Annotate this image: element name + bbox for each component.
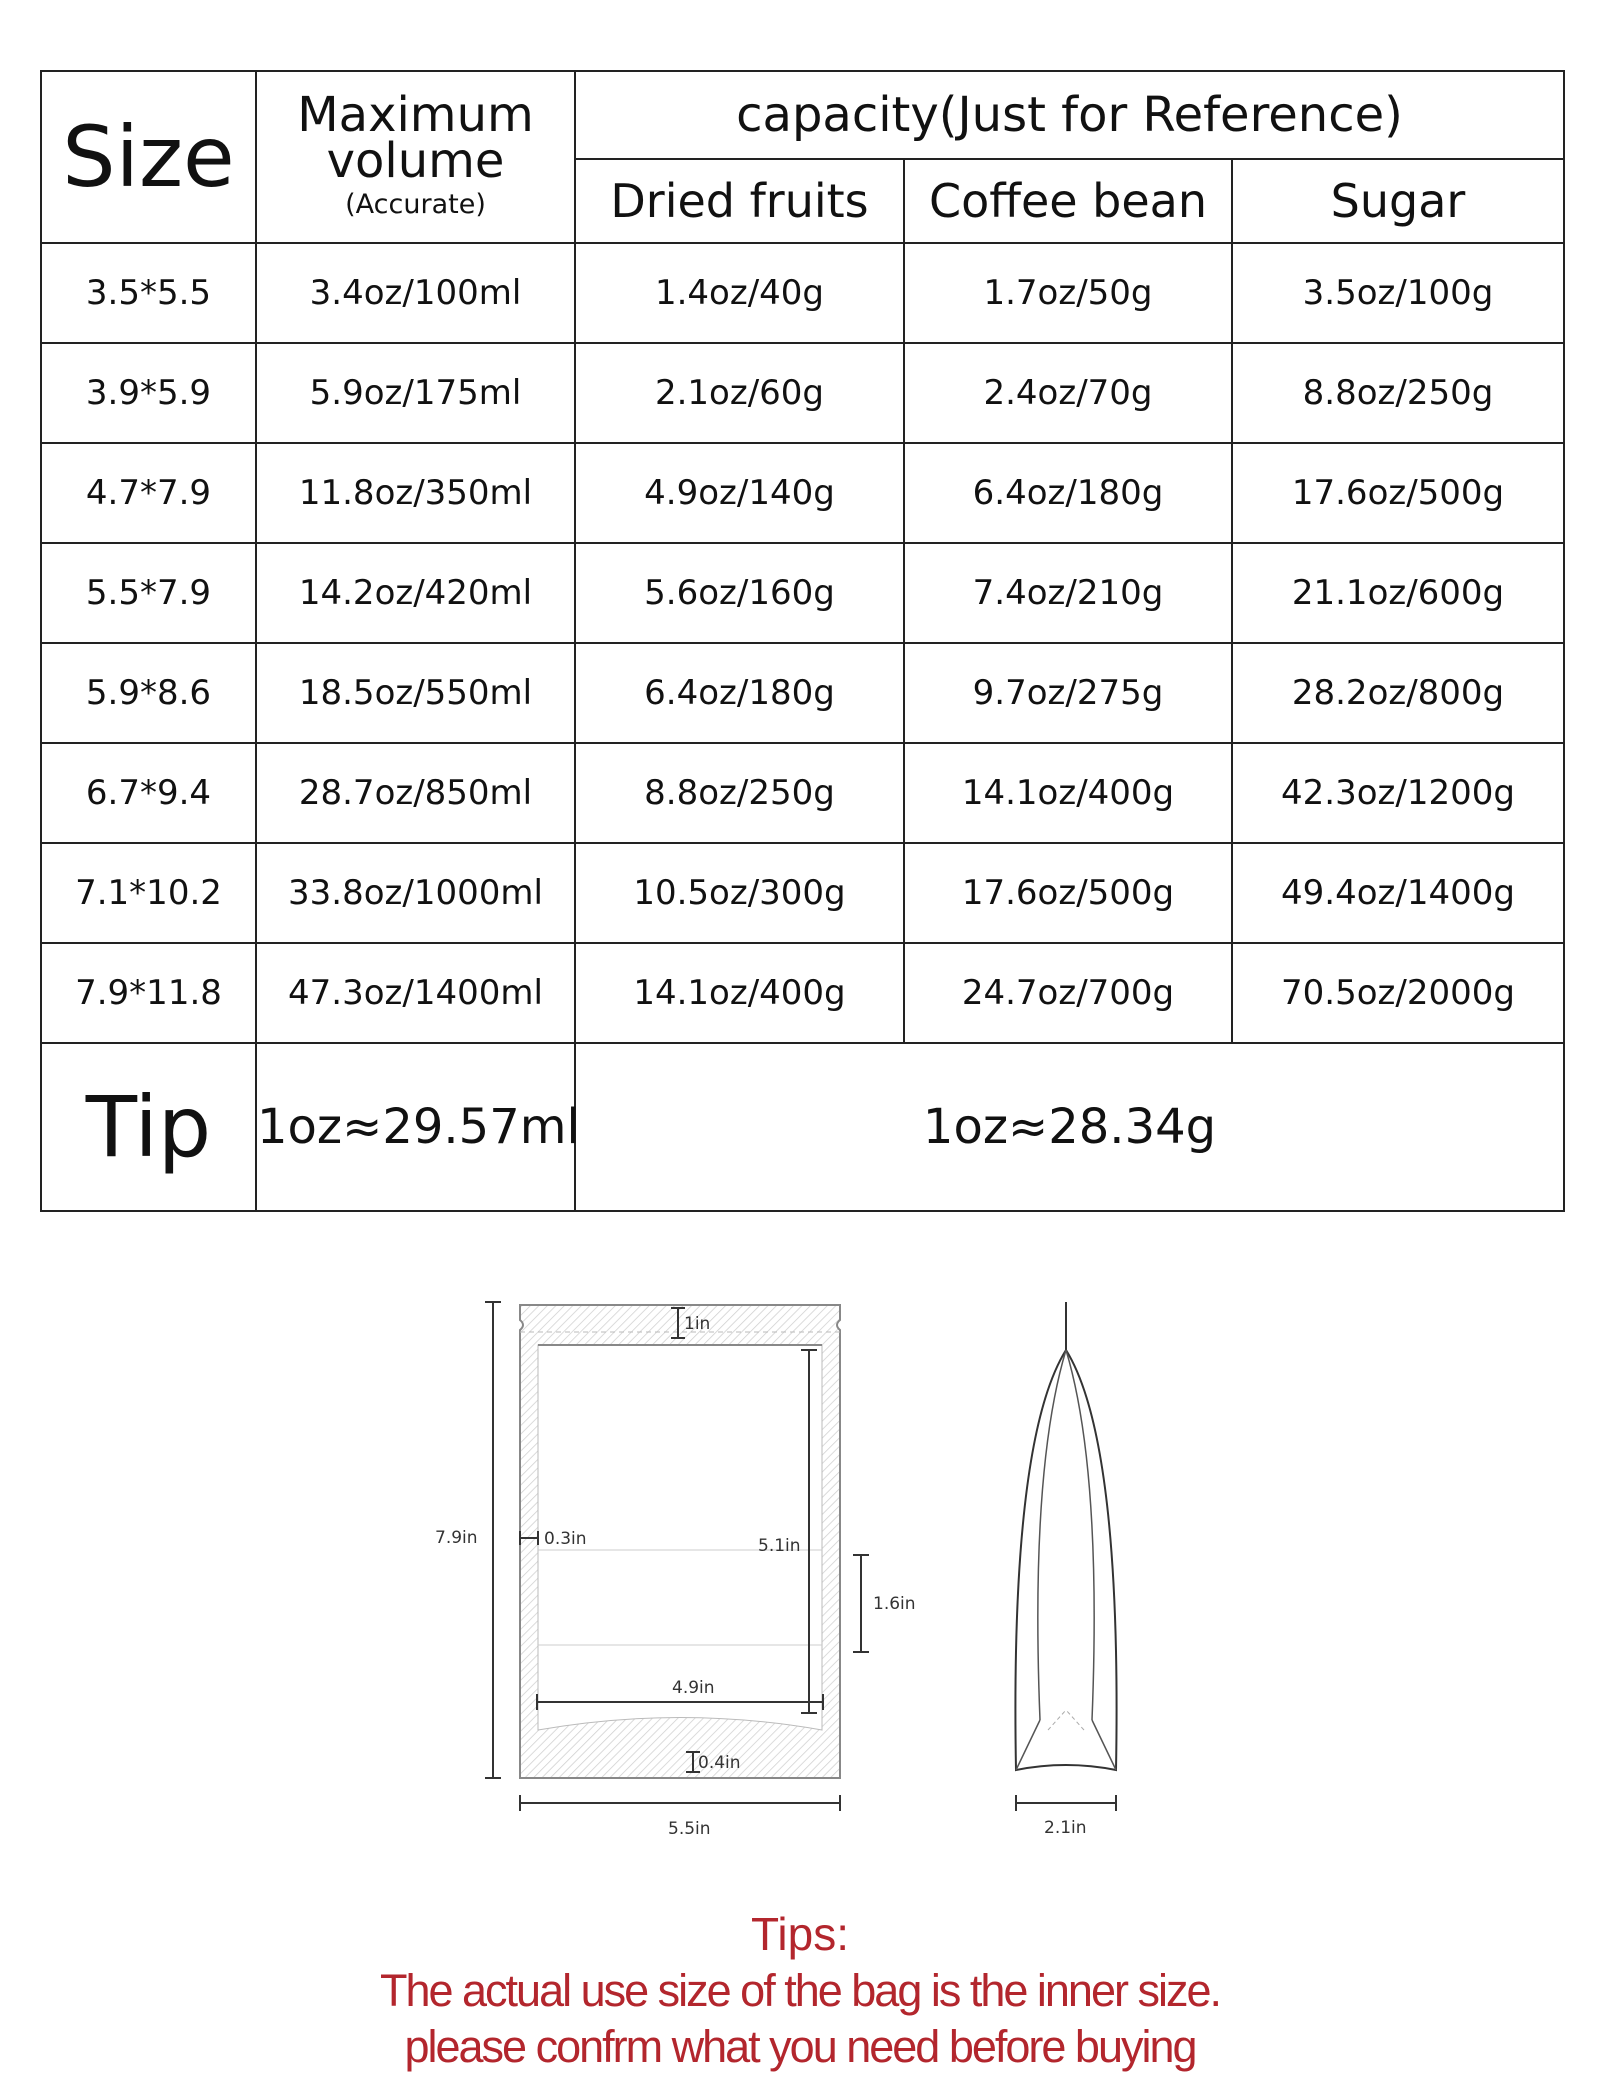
cell-size: 7.9*11.8: [41, 943, 256, 1043]
dimension-gusset-width: [1016, 1795, 1116, 1838]
header-dried-fruits: Dried fruits: [575, 159, 904, 243]
cell-sugar: 28.2oz/800g: [1232, 643, 1564, 743]
tips-line1: The actual use size of the bag is the inner size.: [379, 1965, 1221, 2016]
dimension-height: [435, 1302, 501, 1778]
cell-dried: 8.8oz/250g: [575, 743, 904, 843]
cell-coffee: 24.7oz/700g: [904, 943, 1232, 1043]
dimension-width: [520, 1795, 840, 1839]
cell-coffee: 7.4oz/210g: [904, 543, 1232, 643]
cell-size: 5.9*8.6: [41, 643, 256, 743]
label-width: 5.5in: [668, 1819, 711, 1839]
dimension-gusset-fold: [853, 1555, 916, 1652]
table-row: [41, 443, 1564, 543]
cell-size: 3.9*5.9: [41, 343, 256, 443]
cell-size: 3.5*5.5: [41, 243, 256, 343]
header-max-volume-note: (Accurate): [345, 189, 486, 220]
table-row: [41, 643, 1564, 743]
cell-coffee: 2.4oz/70g: [904, 343, 1232, 443]
label-bottom-seal: 0.4in: [698, 1753, 741, 1773]
cell-sugar: 70.5oz/2000g: [1232, 943, 1564, 1043]
header-max-volume-line2: volume: [326, 133, 505, 189]
cell-volume: 3.4oz/100ml: [256, 243, 575, 343]
cell-volume: 14.2oz/420ml: [256, 543, 575, 643]
cell-volume: 33.8oz/1000ml: [256, 843, 575, 943]
header-sugar: Sugar: [1232, 159, 1564, 243]
cell-dried: 6.4oz/180g: [575, 643, 904, 743]
cell-dried: 5.6oz/160g: [575, 543, 904, 643]
tip-label: Tip: [41, 1043, 256, 1211]
capacity-table: [40, 70, 1565, 1212]
cell-sugar: 3.5oz/100g: [1232, 243, 1564, 343]
cell-dried: 4.9oz/140g: [575, 443, 904, 543]
tip-row: [41, 1043, 1564, 1211]
label-inner-width: 4.9in: [672, 1678, 715, 1698]
header-max-volume: [256, 71, 575, 243]
cell-size: 5.5*7.9: [41, 543, 256, 643]
cell-coffee: 1.7oz/50g: [904, 243, 1232, 343]
cell-sugar: 17.6oz/500g: [1232, 443, 1564, 543]
cell-coffee: 14.1oz/400g: [904, 743, 1232, 843]
side-bag: [1015, 1302, 1116, 1770]
label-inner-height: 5.1in: [758, 1536, 801, 1556]
cell-dried: 1.4oz/40g: [575, 243, 904, 343]
cell-dried: 10.5oz/300g: [575, 843, 904, 943]
label-height: 7.9in: [435, 1528, 478, 1548]
header-coffee-bean: Coffee bean: [904, 159, 1232, 243]
table-row: [41, 843, 1564, 943]
header-capacity: capacity(Just for Reference): [575, 71, 1564, 159]
header-size: Size: [41, 71, 256, 243]
bag-dimension-diagram: [0, 1250, 1600, 1870]
cell-size: 6.7*9.4: [41, 743, 256, 843]
cell-size: 4.7*7.9: [41, 443, 256, 543]
cell-volume: 28.7oz/850ml: [256, 743, 575, 843]
cell-volume: 11.8oz/350ml: [256, 443, 575, 543]
label-side-seal: 0.3in: [544, 1529, 587, 1549]
cell-dried: 2.1oz/60g: [575, 343, 904, 443]
table-row: [41, 743, 1564, 843]
cell-volume: 18.5oz/550ml: [256, 643, 575, 743]
table-row: [41, 943, 1564, 1043]
cell-sugar: 42.3oz/1200g: [1232, 743, 1564, 843]
cell-coffee: 6.4oz/180g: [904, 443, 1232, 543]
cell-volume: 5.9oz/175ml: [256, 343, 575, 443]
cell-volume: 47.3oz/1400ml: [256, 943, 575, 1043]
label-gusset-fold: 1.6in: [873, 1594, 916, 1614]
cell-dried: 14.1oz/400g: [575, 943, 904, 1043]
cell-coffee: 17.6oz/500g: [904, 843, 1232, 943]
cell-size: 7.1*10.2: [41, 843, 256, 943]
tips-title: Tips:: [751, 1908, 849, 1960]
table-row: [41, 543, 1564, 643]
cell-sugar: 8.8oz/250g: [1232, 343, 1564, 443]
tip-ml-conversion: 1oz≈29.57ml: [256, 1043, 575, 1211]
cell-sugar: 21.1oz/600g: [1232, 543, 1564, 643]
tip-g-conversion: 1oz≈28.34g: [575, 1043, 1564, 1211]
header-max-volume-line1: Maximum: [297, 87, 534, 143]
label-gusset-width: 2.1in: [1044, 1818, 1087, 1838]
table-row: [41, 243, 1564, 343]
cell-coffee: 9.7oz/275g: [904, 643, 1232, 743]
label-zipper-gap: 1in: [684, 1314, 711, 1334]
cell-sugar: 49.4oz/1400g: [1232, 843, 1564, 943]
table-row: [41, 343, 1564, 443]
tips-note: [0, 1905, 1600, 2075]
tips-line2: please confrm what you need before buying: [404, 2021, 1196, 2072]
